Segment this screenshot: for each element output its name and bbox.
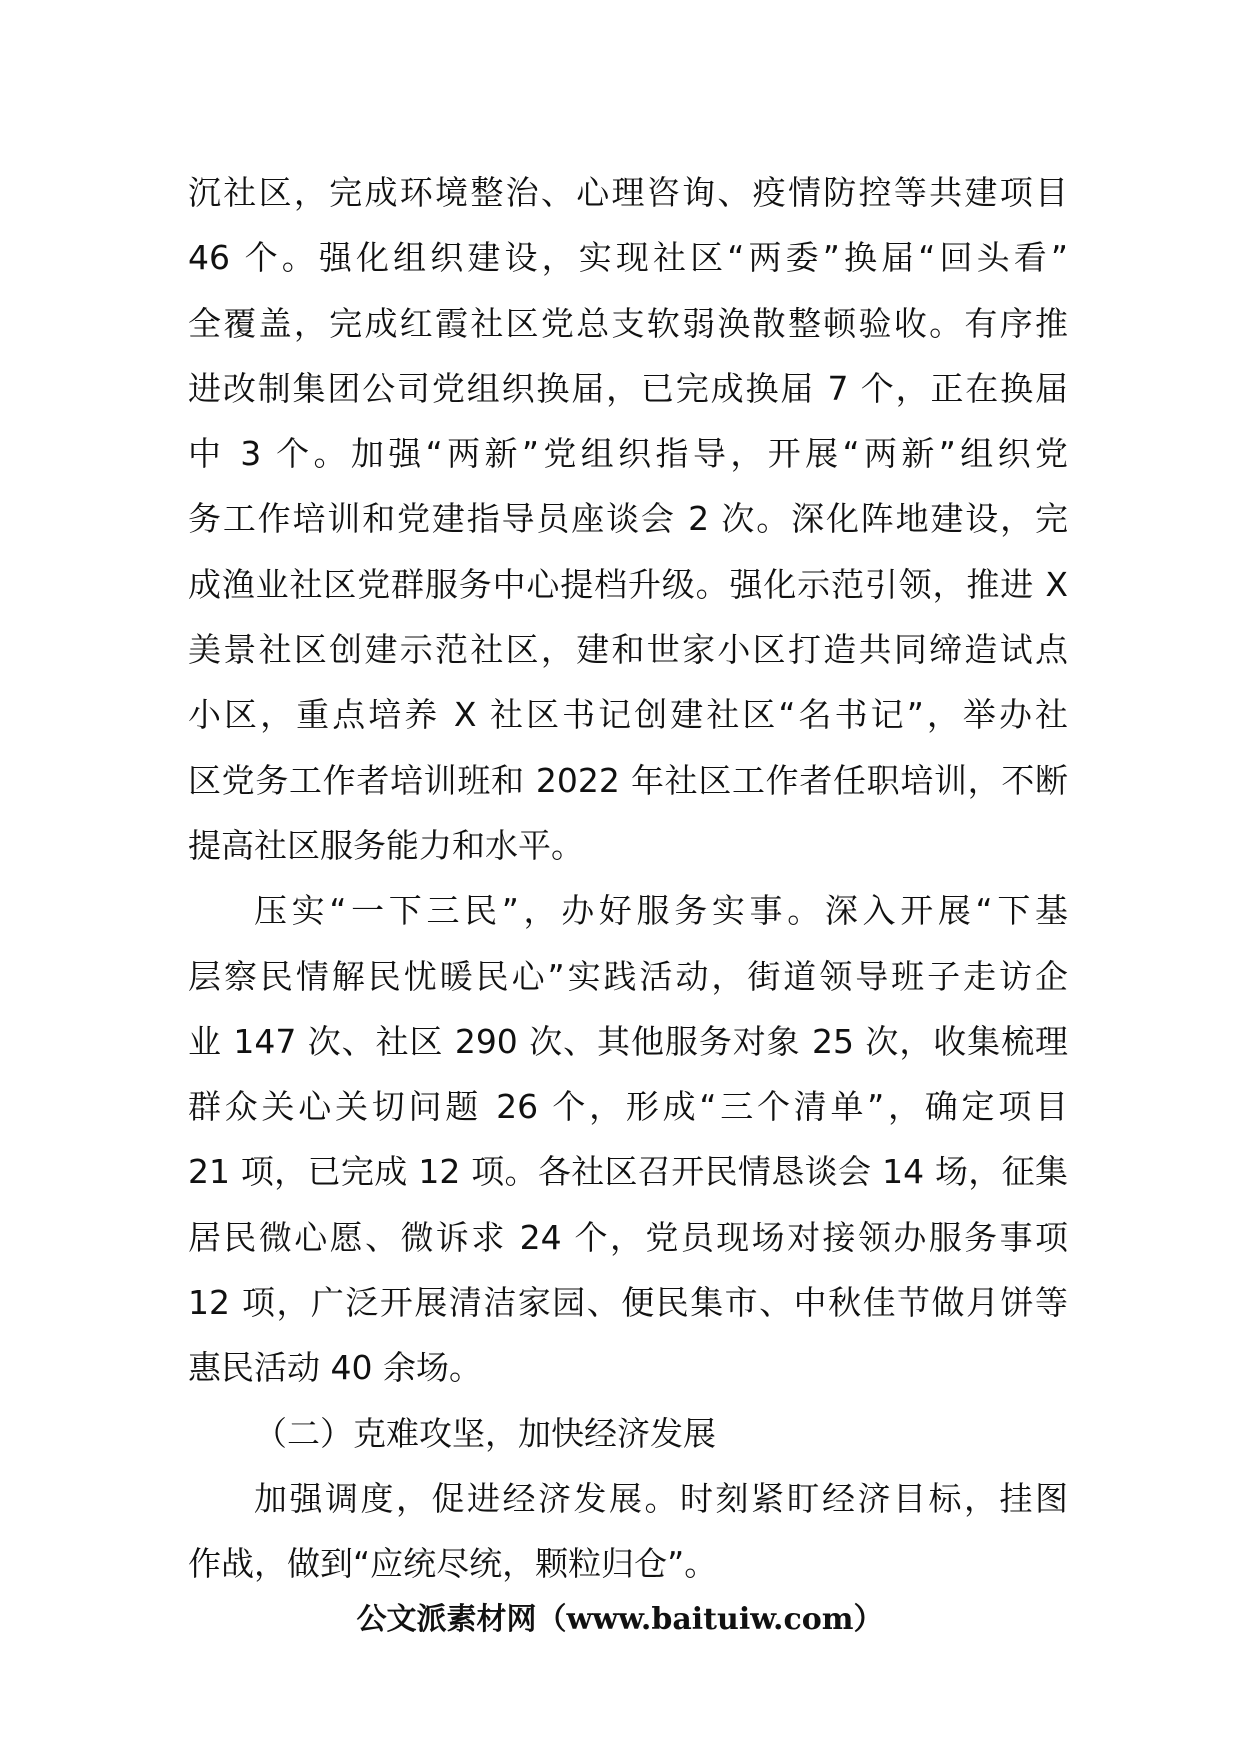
document-body — [188, 160, 1068, 1597]
text-line: 作战，做到“应统尽统，颗粒归仓”。 — [188, 1544, 718, 1584]
text-line: 务工作培训和党建指导员座谈会 2 次。深化阵地建设，完 — [188, 499, 1068, 539]
text-line: 层察民情解民忧暖民心”实践活动，街道领导班子走访企 — [188, 956, 1068, 996]
text-line: 全覆盖，完成红霞社区党总支软弱涣散整顿验收。有序推 — [188, 303, 1068, 343]
text-line: 沉社区，完成环境整治、心理咨询、疫情防控等共建项目 — [188, 173, 1068, 212]
text-line: 居民微心愿、微诉求 24 个，党员现场对接领办服务事项 — [188, 1217, 1068, 1257]
text-line: 46 个。强化组织建设，实现社区“两委”换届“回头看” — [188, 238, 1068, 278]
text-line: 业 147 次、社区 290 次、其他服务对象 25 次，收集梳理 — [188, 1021, 1068, 1061]
footer-watermark: 公文派素材网（www.baituiw.com） — [356, 1602, 884, 1637]
text-line: 小区，重点培养 X 社区书记创建社区“名书记”，举办社 — [188, 695, 1068, 735]
text-line: 区党务工作者培训班和 2022 年社区工作者任职培训，不断 — [188, 760, 1068, 800]
text-line: 12 项，广泛开展清洁家园、便民集市、中秋佳节做月饼等 — [188, 1283, 1068, 1323]
text-line: 成渔业社区党群服务中心提档升级。强化示范引领，推进 X — [188, 564, 1068, 604]
paragraph — [188, 160, 1068, 878]
text-line: 进改制集团公司党组织换届，已完成换届 7 个，正在换届 — [188, 368, 1068, 408]
paragraph — [188, 878, 1068, 1400]
text-line: 加强调度，促进经济发展。时刻紧盯经济目标，挂图 — [254, 1478, 1068, 1518]
text-line: 压实“一下三民”，办好服务实事。深入开展“下基 — [254, 891, 1068, 931]
text-line: （二）克难攻坚，加快经济发展 — [254, 1413, 716, 1453]
text-line: 21 项，已完成 12 项。各社区召开民情恳谈会 14 场，征集 — [188, 1152, 1068, 1192]
paragraph — [188, 1466, 1068, 1597]
text-line: 提高社区服务能力和水平。 — [188, 825, 584, 865]
section-heading — [188, 1401, 1068, 1466]
text-line: 惠民活动 40 余场。 — [188, 1348, 482, 1388]
text-line: 美景社区创建示范社区，建和世家小区打造共同缔造试点 — [188, 630, 1068, 670]
text-line: 群众关心关切问题 26 个，形成“三个清单”，确定项目 — [188, 1087, 1068, 1127]
text-line: 中 3 个。加强“两新”党组织指导，开展“两新”组织党 — [188, 434, 1068, 474]
